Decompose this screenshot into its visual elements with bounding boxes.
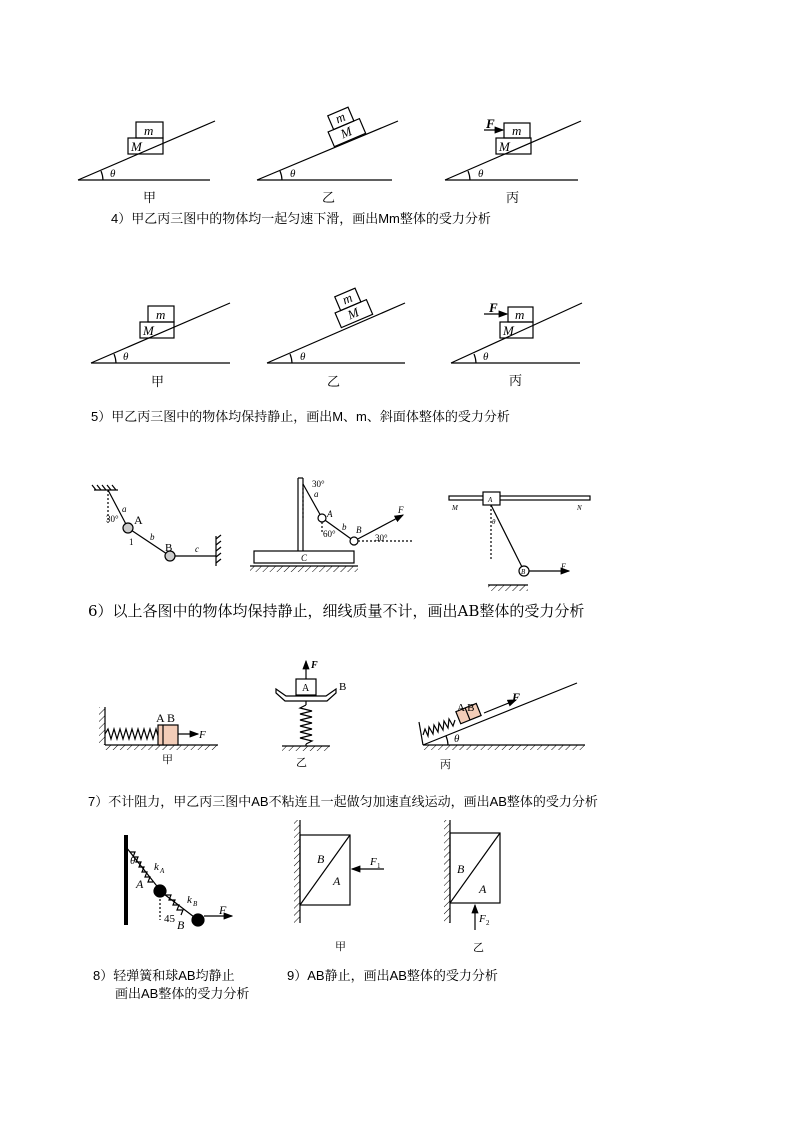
label-30deg: 30° (312, 479, 325, 489)
label-B: B (177, 918, 185, 932)
caption-bing: 丙 (509, 373, 523, 388)
label-b: b (342, 522, 347, 532)
label-A: A (134, 513, 143, 527)
label-theta: θ (454, 733, 460, 745)
label-F: F (512, 690, 521, 704)
string-figure-2 (250, 478, 412, 566)
label-F: F (219, 903, 227, 917)
label-N: N (577, 504, 582, 512)
string-figure-1 (92, 485, 221, 566)
label-30deg: 30° (375, 533, 388, 543)
incline-figure-yi-1 (257, 105, 398, 180)
question-6: 6）以上各图中的物体均保持静止，细线质量不计，画出AB整体的受力分析 (88, 602, 585, 620)
label-theta: θ (290, 168, 296, 180)
label-a: a (314, 489, 319, 499)
label-A: A (327, 509, 333, 519)
label-M: M (503, 323, 514, 338)
label-60deg: 60° (323, 529, 336, 539)
caption-jia: 甲 (162, 754, 173, 766)
label-A: A (136, 877, 144, 891)
label-m: m (156, 307, 166, 322)
label-theta: θ (478, 168, 484, 180)
label-B: B (339, 681, 347, 693)
label-B: B (317, 852, 325, 866)
label-theta: θ (492, 518, 496, 526)
label-c: c (195, 544, 199, 554)
label-F1-sub: 1 (377, 862, 381, 870)
question-8-line2: 画出AB整体的受力分析 (115, 986, 250, 1001)
label-1: 1 (129, 537, 134, 547)
string-figure-3 (449, 492, 590, 576)
label-kB: k (187, 894, 192, 906)
caption-bing: 丙 (506, 190, 520, 205)
label-C: C (301, 553, 308, 563)
caption-yi: 乙 (322, 190, 336, 205)
label-F2: F (479, 913, 486, 925)
label-A: A (479, 882, 487, 896)
spring-figure-yi (276, 661, 336, 751)
label-M: M (338, 123, 355, 142)
label-m: m (339, 289, 355, 308)
label-m: m (332, 108, 348, 127)
label-B: B (356, 525, 362, 535)
label-A: A (333, 874, 341, 888)
label-theta: θ (110, 168, 116, 180)
label-30deg: 30° (106, 514, 119, 524)
question-4: 4）甲乙丙三图中的物体均一起匀速下滑，画出Mm整体的受力分析 (111, 211, 491, 226)
caption-yi: 乙 (296, 757, 307, 769)
label-m: m (515, 307, 525, 322)
label-45: 45 (164, 913, 175, 925)
label-kA-sub: A (160, 867, 165, 875)
wedge-figure-yi (444, 820, 500, 930)
incline-figure-yi-2 (267, 286, 405, 363)
label-M: M (131, 139, 142, 154)
label-b: b (150, 532, 155, 542)
label-F: F (398, 505, 404, 515)
caption-bing: 丙 (440, 759, 451, 771)
label-A: A (302, 683, 310, 694)
label-m: m (144, 123, 154, 138)
label-F: F (199, 729, 206, 741)
label-F2-sub: 2 (486, 919, 490, 927)
label-F: F (311, 660, 318, 671)
label-a: a (122, 504, 127, 514)
label-M-rail: M (452, 504, 458, 512)
label-M: M (499, 139, 510, 154)
label-F1: F (370, 856, 377, 868)
label-F: F (486, 116, 495, 131)
caption-yi: 乙 (327, 374, 341, 389)
label-AB: A B (457, 702, 475, 714)
label-M: M (345, 304, 362, 323)
label-B: B (165, 542, 173, 554)
label-B: B (457, 862, 465, 876)
caption-jia: 甲 (335, 941, 346, 953)
label-theta: θ (300, 351, 306, 363)
label-M: M (143, 323, 154, 338)
label-kA: k (154, 861, 159, 873)
caption-jia: 甲 (143, 190, 157, 205)
label-theta: θ (123, 351, 129, 363)
question-7: 7）不计阻力，甲乙丙三图中AB不粘连且一起做匀加速直线运动，画出AB整体的受力分析 (88, 794, 598, 809)
label-B: B (521, 568, 526, 576)
label-theta: θ (130, 855, 136, 867)
label-AB: A B (156, 711, 176, 725)
question-9: 9）AB静止，画出AB整体的受力分析 (287, 968, 498, 983)
label-m: m (512, 123, 522, 138)
question-5: 5）甲乙丙三图中的物体均保持静止，画出M、m、斜面体整体的受力分析 (91, 409, 510, 424)
label-kB-sub: B (193, 900, 198, 908)
caption-jia: 甲 (151, 374, 165, 389)
label-F: F (489, 300, 498, 315)
wedge-figure-jia (294, 820, 384, 923)
question-8-line1: 8）轻弹簧和球AB均静止 (93, 968, 235, 983)
caption-yi: 乙 (473, 942, 484, 954)
label-theta: θ (483, 351, 489, 363)
label-F: F (561, 562, 566, 571)
spring-figure-bing (419, 683, 585, 750)
label-A: A (488, 496, 493, 504)
